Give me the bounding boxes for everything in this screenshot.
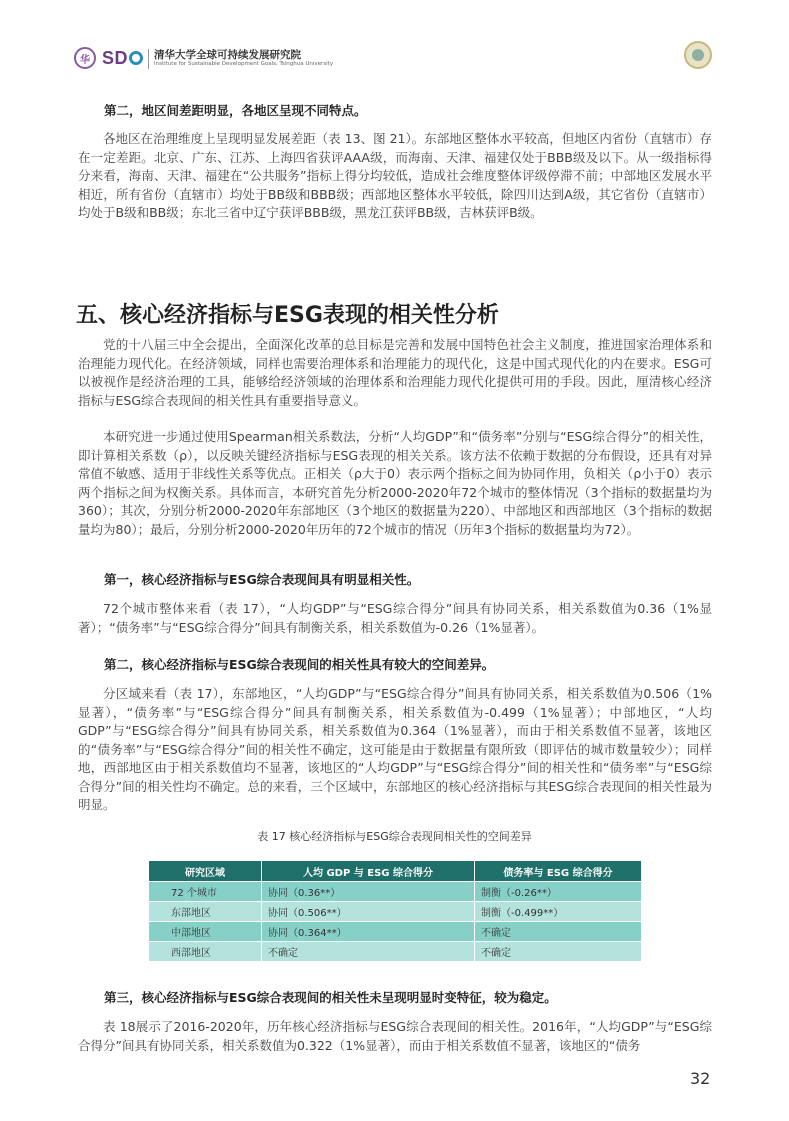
anniversary-badge-icon bbox=[684, 41, 712, 69]
correlation-table bbox=[148, 860, 642, 962]
table-header-row bbox=[149, 861, 642, 882]
column-header: 人均 GDP 与 ESG 综合得分 bbox=[262, 861, 475, 882]
table-cell: 中部地区 bbox=[149, 922, 262, 942]
table-cell: 不确定 bbox=[262, 942, 475, 962]
paragraph-spatial: 分区域来看（表 17），东部地区，“人均GDP”与“ESG综合得分”间具有协同关系，相关系数值为0.506（1%显著），“债务率”与“ESG综合得分”间具有制衡关系，相关系数值为-0.499（1%显著）；中部地区，“人均GDP”与“ESG综合得分”间具有协同关系，相关系数值为0.364（1%显著），而由于相关系数值不显著，该地区的“债务率”与“ESG综合得分”间的相关性不确定，这可能是由于数据量有限所致（即评估的城市数量较少）；同样地，西部地区由于相关系数值均不显著，该地区的“人均GDP”与“ESG综合得分”间的相关性和“债务率”与“ESG综合得分”间的相关性均不确定。总的来看，三个区域中，东部地区的核心经济指标与其ESG综合表现间的相关性最为明显。 bbox=[78, 686, 712, 812]
table-row bbox=[149, 882, 642, 902]
table-cell: 不确定 bbox=[475, 922, 642, 942]
sdg-logo bbox=[102, 48, 143, 69]
seal-text: 华 bbox=[80, 54, 90, 66]
paragraph-overall: 72个城市整体来看（表 17），“人均GDP”与“ESG综合得分”间具有协同关系，相关系数值为0.36（1%显著）；“债务率”与“ESG综合得分”间具有制衡关系，相关系数值为-0.26（1%显著）。 bbox=[78, 601, 712, 635]
paragraph-regional-gap: 各地区在治理维度上呈现明显发展差距（表 13、图 21）。东部地区整体水平较高，但地区内省份（直辖市）存在一定差距。北京、广东、江苏、上海四省获评AAA级，而海南、天津、福建仅处于BBB级及以下。从一级指标得分来看，海南、天津、福建在“公共服务”指标上得分均较低，造成社会维度整体评级停滞不前；中部地区发展水平相近，所有省份（直辖市）均处于BB级和BBB级；西部地区整体水平较低，除四川达到A级，其它省份（直辖市）均处于B级和BB级；东北三省中辽宁获评BBB级，黑龙江获评BB级，吉林获评B级。 bbox=[78, 131, 712, 220]
table-cell: 西部地区 bbox=[149, 942, 262, 962]
page-header bbox=[74, 46, 714, 72]
table-cell: 制衡（-0.26**） bbox=[475, 882, 642, 902]
subheading-temporal: 第三，核心经济指标与ESG综合表现间的相关性未呈现明显时变特征，较为稳定。 bbox=[104, 990, 557, 1005]
section-title: 五、核心经济指标与ESG表现的相关性分析 bbox=[76, 303, 499, 328]
table-cell: 东部地区 bbox=[149, 902, 262, 922]
paragraph-intro: 党的十八届三中全会提出，全面深化改革的总目标是完善和发展中国特色社会主义制度，推进国家治理体系和治理能力现代化。在经济领域，同样也需要治理体系和治理能力的现代化，这是中国式现代化的内在要求。ESG可以被视作是经济治理的工具，能够给经济领域的治理体系和治理能力现代化提供可用的手段。因此，厘清核心经济指标与ESG综合表现间的相关性具有重要指导意义。 bbox=[78, 337, 712, 408]
table-cell: 协同（0.36**） bbox=[262, 882, 475, 902]
column-header: 债务率与 ESG 综合得分 bbox=[475, 861, 642, 882]
subheading-spatial: 第二，核心经济指标与ESG综合表现间的相关性具有较大的空间差异。 bbox=[104, 657, 495, 672]
header-divider bbox=[148, 49, 149, 69]
subheading-correlation: 第一，核心经济指标与ESG综合表现间具有明显相关性。 bbox=[104, 572, 420, 587]
paragraph-method: 本研究进一步通过使用Spearman相关系数法，分析“人均GDP”和“债务率”分别与“ESG综合得分”的相关性，即计算相关系数（ρ），以反映关键经济指标与ESG表现的相关关系。该方法不依赖于数据的分布假设，还具有对异常值不敏感、适用于非线性关系等优点。正相关（ρ大于0）表示两个指标之间为协同作用，负相关（ρ小于0）表示两个指标之间为权衡关系。具体而言，本研究首先分析2000-2020年72个城市的整体情况（3个指标的数据量均为360）；其次，分别分析2000-2020年东部地区（3个地区的数据量为220）、中部地区和西部地区（3个指标的数据量均为80）；最后，分别分析2000-2020年历年的72个城市的情况（历年3个指标的数据量均为72）。 bbox=[78, 429, 712, 537]
university-seal-icon bbox=[74, 47, 96, 69]
page-number: 32 bbox=[690, 1069, 711, 1088]
table-cell: 不确定 bbox=[475, 942, 642, 962]
table-row bbox=[149, 942, 642, 962]
table-row bbox=[149, 902, 642, 922]
institute-name-cn: 清华大学全球可持续发展研究院 bbox=[154, 49, 301, 61]
subheading-regional-gap: 第二，地区间差距明显，各地区呈现不同特点。 bbox=[104, 103, 367, 118]
table-cell: 协同（0.506**） bbox=[262, 902, 475, 922]
institute-name-en: Institute for Sustainable Development Goals, Tsinghua University bbox=[154, 61, 334, 67]
table-cell: 制衡（-0.499**） bbox=[475, 902, 642, 922]
column-header: 研究区域 bbox=[149, 861, 262, 882]
table-row bbox=[149, 922, 642, 942]
table-caption: 表 17 核心经济指标与ESG综合表现间相关性的空间差异 bbox=[257, 830, 532, 843]
logo-text: SD bbox=[102, 48, 129, 68]
table-cell: 72 个城市 bbox=[149, 882, 262, 902]
paragraph-temporal: 表 18展示了2016-2020年，历年核心经济指标与ESG综合表现间的相关性。2016年，“人均GDP”与“ESG综合得分”间具有协同关系，相关系数值为0.322（1%显著），而由于相关系数值不显著，该地区的“债务 bbox=[78, 1019, 712, 1053]
table-cell: 协同（0.364**） bbox=[262, 922, 475, 942]
logo-ring-icon bbox=[129, 51, 143, 65]
